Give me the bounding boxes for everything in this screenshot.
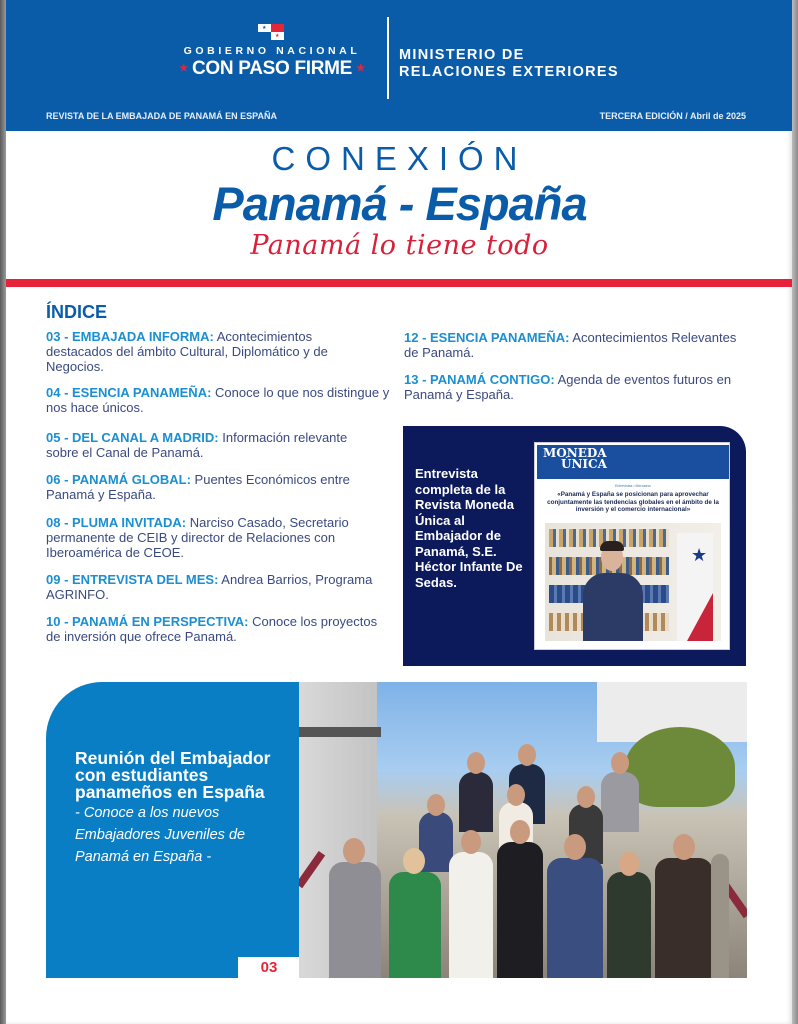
index-item[interactable]: 09 - ENTREVISTA DEL MES: Andrea Barrios, Programa AGRINFO. <box>46 572 373 602</box>
index-item[interactable]: 08 - PLUMA INVITADA: Narciso Casado, Secretario permanente de CEIB y director de Relaciones con Iberoamérica de CEOE. <box>46 515 349 560</box>
interview-text: Entrevista completa de la Revista Moneda Única al Embajador de Panamá, S.E. Héctor Infante De Sedas. <box>415 466 523 590</box>
article-category: Entrevistas • Mercados <box>615 484 651 488</box>
edition-label: TERCERA EDICIÓN / Abril de 2025 <box>599 111 746 121</box>
index-item[interactable]: 12 - ESENCIA PANAMEÑA: Acontecimientos Relevantes de Panamá. <box>404 330 737 360</box>
star-icon: ★ <box>356 63 365 75</box>
index-item[interactable]: 06 - PANAMÁ GLOBAL: Puentes Económicos entre Panamá y España. <box>46 472 350 502</box>
red-divider <box>6 279 793 287</box>
moneda-unica-logo: MONEDA ÚNICA <box>543 446 607 471</box>
feature-panel[interactable] <box>46 682 299 978</box>
feature-title: Reunión del Embajador con estudiantes panameños en España <box>75 748 271 802</box>
page-edge-right <box>792 0 798 1024</box>
group-photo <box>299 682 747 978</box>
magazine-page <box>6 0 793 1024</box>
panama-flag-icon: ★ <box>677 533 713 641</box>
con-paso-firme-label: ★ CON PASO FIRME ★ <box>166 58 378 80</box>
gobierno-nacional-label: GOBIERNO NACIONAL <box>183 45 361 57</box>
index-item[interactable]: 05 - DEL CANAL A MADRID: Información relevante sobre el Canal de Panamá. <box>46 430 348 460</box>
header-divider <box>387 17 389 99</box>
moneda-unica-article-thumbnail[interactable] <box>534 442 730 650</box>
article-headline: «Panamá y España se posicionan para aprovechar conjuntamente las tendencias globales en el ámbito de la inversión y el comercio internacional» <box>547 491 719 514</box>
index-heading: ÍNDICE <box>46 302 108 322</box>
index-item[interactable]: 04 - ESENCIA PANAMEÑA: Conoce lo que nos distingue y nos hace únicos. <box>46 385 390 415</box>
index-item[interactable]: 10 - PANAMÁ EN PERSPECTIVA: Conoce los proyectos de inversión que ofrece Panamá. <box>46 614 378 644</box>
crowd <box>319 742 729 978</box>
tagline: Panamá lo tiene todo <box>250 230 549 261</box>
page-title: Panamá - España <box>212 177 587 230</box>
interview-box[interactable] <box>403 426 746 666</box>
moneda-unica-banner <box>537 445 729 479</box>
star-icon: ★ <box>179 63 188 75</box>
ministerio-label: MINISTERIO DE RELACIONES EXTERIORES <box>399 47 619 80</box>
page-number: 03 <box>238 957 300 978</box>
revista-label: REVISTA DE LA EMBAJADA DE PANAMÁ EN ESPAÑA <box>46 111 278 121</box>
title-kicker: CONEXIÓN <box>271 140 528 177</box>
feature-subtitle: - Conoce a los nuevos Embajadores Juveniles de Panamá en España - <box>75 805 246 865</box>
index-item[interactable]: 13 - PANAMÁ CONTIGO: Agenda de eventos futuros en Panamá y España. <box>404 372 732 402</box>
panama-flag-icon: ★ ★ <box>258 24 284 40</box>
index-item[interactable]: 03 - EMBAJADA INFORMA: Acontecimientos destacados del ámbito Cultural, Diplomático y de Negocios. <box>46 329 328 374</box>
ambassador-photo <box>545 523 721 641</box>
header-banner <box>6 0 793 131</box>
